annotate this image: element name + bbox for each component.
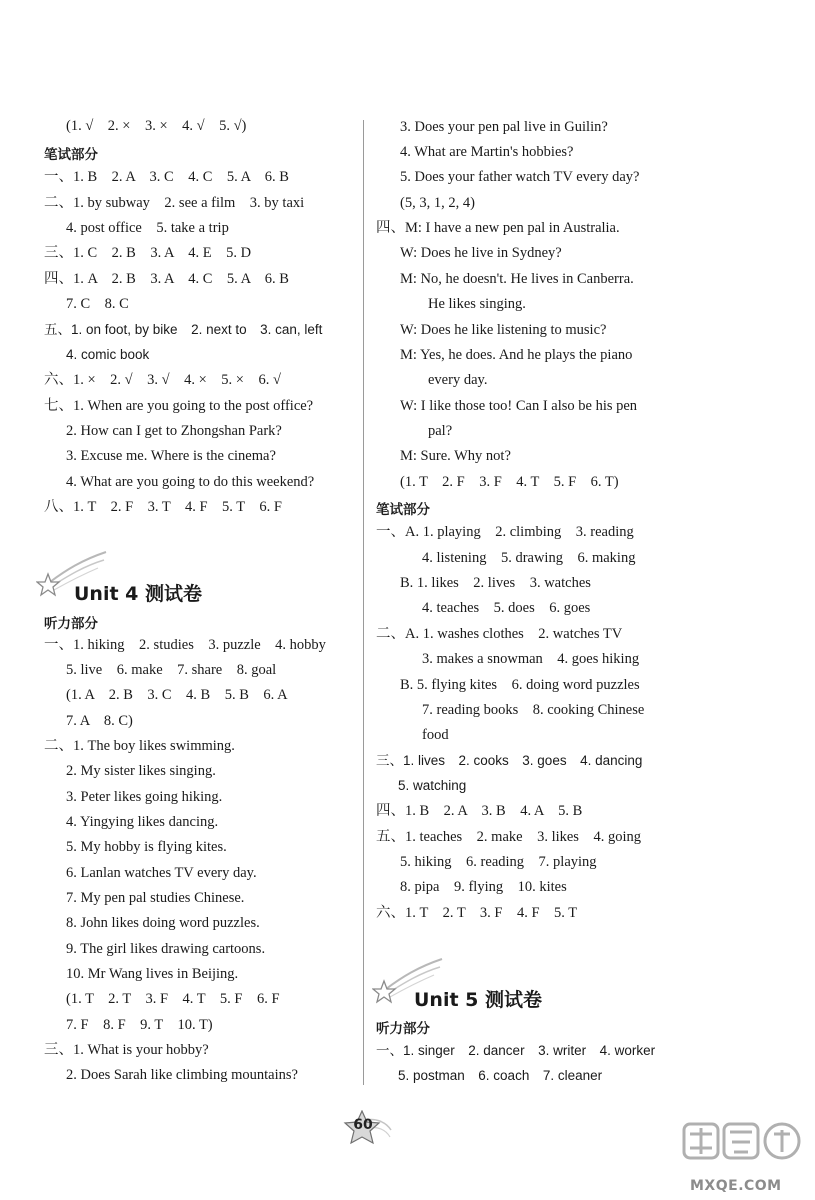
answer-line: 7. My pen pal studies Chinese.	[66, 890, 245, 906]
answer-line: He likes singing.	[428, 296, 526, 312]
section-heading-listening: 听力部分	[376, 1021, 430, 1037]
answer-line: 6. Lanlan watches TV every day.	[66, 865, 257, 881]
section-heading-written: 笔试部分	[376, 502, 430, 518]
answer-line: (1. T 2. T 3. F 4. T 5. F 6. F	[66, 991, 280, 1007]
section-heading-written: 笔试部分	[44, 147, 98, 163]
answer-line: (1. T 2. F 3. F 4. T 5. F 6. T)	[400, 474, 619, 490]
answer-line: 四、M: I have a new pen pal in Australia.	[376, 220, 620, 236]
answer-line: 4. comic book	[66, 347, 150, 362]
answer-line: 三、1. What is your hobby?	[44, 1042, 209, 1058]
answer-line: 5. Does your father watch TV every day?	[400, 169, 640, 185]
answer-line: 4. Yingying likes dancing.	[66, 814, 219, 830]
answer-line: 4. What are you going to do this weekend?	[66, 474, 315, 490]
answer-line: 一、A. 1. playing 2. climbing 3. reading	[376, 524, 634, 540]
answer-line: 4. teaches 5. does 6. goes	[422, 600, 591, 616]
answer-line: (5, 3, 1, 2, 4)	[400, 195, 475, 211]
answer-line: (1. √ 2. × 3. × 4. √ 5. √)	[66, 118, 247, 134]
answer-line: 八、1. T 2. F 3. T 4. F 5. T 6. F	[44, 499, 282, 515]
answer-line: 4. post office 5. take a trip	[66, 220, 229, 236]
answer-line: M: Yes, he does. And he plays the piano	[400, 347, 633, 363]
answer-line: 一、1. B 2. A 3. C 4. C 5. A 6. B	[44, 169, 289, 185]
answer-line: 3. makes a snowman 4. goes hiking	[422, 651, 640, 667]
answer-line: 二、1. by subway 2. see a film 3. by taxi	[44, 195, 305, 211]
answer-line: 3. Does your pen pal live in Guilin?	[400, 119, 608, 135]
answer-line: 5. live 6. make 7. share 8. goal	[66, 662, 277, 678]
answer-line: 2. Does Sarah like climbing mountains?	[66, 1067, 298, 1083]
answer-line: M: Sure. Why not?	[400, 448, 511, 464]
answer-line: 3. Peter likes going hiking.	[66, 789, 223, 805]
answer-line: 5. postman 6. coach 7. cleaner	[398, 1068, 603, 1083]
answer-line: 五、1. teaches 2. make 3. likes 4. going	[376, 829, 641, 845]
answer-line: 四、1. B 2. A 3. B 4. A 5. B	[376, 803, 583, 819]
answer-line: W: Does he live in Sydney?	[400, 245, 562, 261]
answer-line: 7. A 8. C)	[66, 713, 133, 729]
answer-line: 一、1. hiking 2. studies 3. puzzle 4. hobby	[44, 637, 326, 653]
answer-line: 10. Mr Wang lives in Beijing.	[66, 966, 239, 982]
page-number: 60	[353, 1117, 373, 1133]
answer-line: 五、1. on foot, by bike 2. next to 3. can, left	[44, 322, 323, 337]
answer-line: 二、A. 1. washes clothes 2. watches TV	[376, 626, 623, 642]
answer-line: 三、1. C 2. B 3. A 4. E 5. D	[44, 245, 252, 261]
unit5-title: Unit 5 测试卷	[414, 989, 542, 1011]
answer-line: 5. My hobby is flying kites.	[66, 839, 227, 855]
answer-line: 7. reading books 8. cooking Chinese	[422, 702, 645, 718]
answer-line: W: I like those too! Can I also be his pen	[400, 398, 638, 414]
answer-line: 4. listening 5. drawing 6. making	[422, 550, 636, 566]
answer-line: 5. hiking 6. reading 7. playing	[400, 854, 597, 870]
answer-line: B. 5. flying kites 6. doing word puzzles	[400, 677, 640, 693]
answer-line: 7. F 8. F 9. T 10. T)	[66, 1017, 213, 1033]
answer-line: B. 1. likes 2. lives 3. watches	[400, 575, 591, 591]
answer-line: 2. How can I get to Zhongshan Park?	[66, 423, 282, 439]
unit4-title: Unit 4 测试卷	[74, 583, 202, 605]
watermark-text: MXQE.COM	[690, 1178, 782, 1194]
answer-line: 5. watching	[398, 778, 467, 793]
answer-line: every day.	[428, 372, 488, 388]
answer-line: 六、1. T 2. T 3. F 4. F 5. T	[376, 905, 578, 921]
answer-line: pal?	[428, 423, 453, 439]
answer-line: M: No, he doesn't. He lives in Canberra.	[400, 271, 634, 287]
answer-line: 四、1. A 2. B 3. A 4. C 5. A 6. B	[44, 271, 289, 287]
answer-line: 2. My sister likes singing.	[66, 763, 216, 779]
column-divider	[363, 120, 364, 1085]
answer-line: (1. A 2. B 3. C 4. B 5. B 6. A	[66, 687, 288, 703]
answer-line: 8. pipa 9. flying 10. kites	[400, 879, 567, 895]
answer-line: 六、1. × 2. √ 3. √ 4. × 5. × 6. √	[44, 372, 281, 388]
answer-line: 4. What are Martin's hobbies?	[400, 144, 574, 160]
answer-line: 一、1. singer 2. dancer 3. writer 4. worker	[376, 1043, 656, 1058]
answer-line: 9. The girl likes drawing cartoons.	[66, 941, 266, 957]
answer-line: W: Does he like listening to music?	[400, 322, 607, 338]
answer-line: 8. John likes doing word puzzles.	[66, 915, 260, 931]
answer-line: 3. Excuse me. Where is the cinema?	[66, 448, 276, 464]
answer-line: 7. C 8. C	[66, 296, 129, 312]
answer-line: 三、1. lives 2. cooks 3. goes 4. dancing	[376, 753, 643, 768]
section-heading-listening: 听力部分	[44, 616, 98, 632]
answer-line: 二、1. The boy likes swimming.	[44, 738, 235, 754]
answer-line: food	[422, 727, 449, 743]
answer-line: 七、1. When are you going to the post office?	[44, 398, 314, 414]
